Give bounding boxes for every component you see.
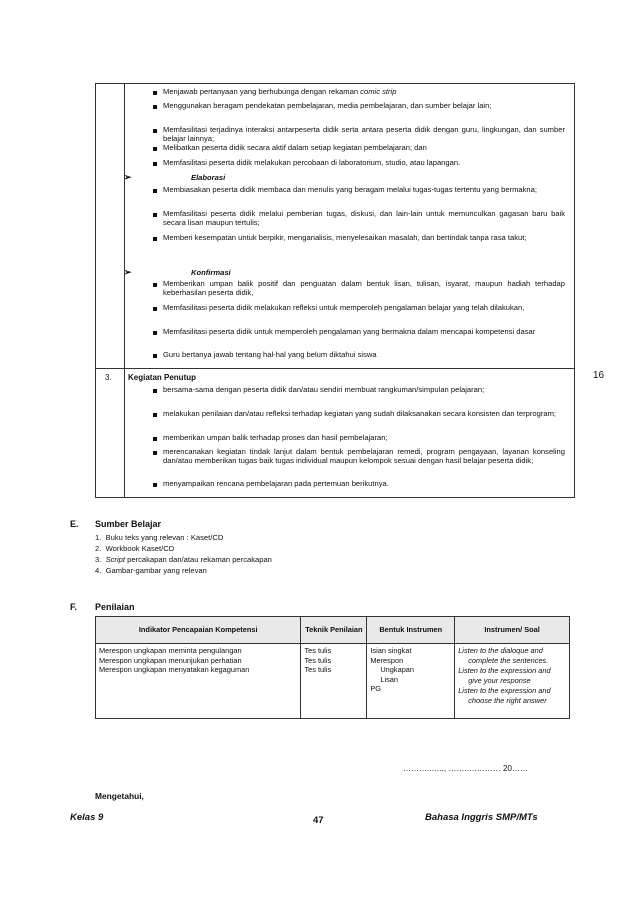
bullet-icon [153,331,157,335]
bullet-icon [153,307,157,311]
date-line: ………..….., …….….……… 20…… [403,764,528,773]
bullet-icon [153,389,157,393]
list-item: Membiasakan peserta didik membaca dan menulis yang beragam melalui tugas-tugas tertentu yang bermakna; [163,185,537,194]
row-number: 3. [105,373,112,382]
indikator-cell [96,644,301,719]
list-item: Melibatkan peserta didik secara aktif dalam setiap kegiatan pembelajaran; dan [163,143,427,152]
cell-line: Listen to the expression and give your response [458,666,551,685]
table-header: Teknik Penilaian [301,617,367,644]
bullet-icon [153,483,157,487]
bullet-icon [153,105,157,109]
list-item: 3. Script percakapan dan/atau rekaman percakapan [95,555,272,564]
section-e-letter: E. [70,519,79,529]
list-item: Memfasilitasi peserta didik melakukan percobaan di laboratorium, studio, atau lapangan. [163,158,461,167]
bullet-icon [153,213,157,217]
list-item: Memberi kesempatan untuk berpikir, menganalisis, menyelesaikan masalah, dan bertindak tanpa rasa takut; [163,233,527,242]
list-item [163,87,563,96]
list-item: menyampaikan rencana pembelajaran pada pertemuan berikutnya. [163,479,389,488]
cell-line: PG [370,684,382,693]
bullet-icon [153,437,157,441]
list-item-text: percakapan dan/atau rekaman percakapan [124,555,272,564]
elaborasi-title: Elaborasi [191,173,226,182]
arrow-bullet-icon: ➢ [124,267,132,277]
section-f-title: Penilaian [95,602,135,612]
bentuk-cell [367,644,455,719]
bullet-icon [153,237,157,241]
bullet-icon [153,283,157,287]
list-item-text: Workbook Kaset/CD [105,544,175,553]
cell-line: Merespon [370,655,404,665]
penutup-title: Kegiatan Penutup [128,373,197,382]
konfirmasi-title: Konfirmasi [191,268,231,277]
footer-subject-label: Bahasa Inggris SMP/MTs [425,812,538,823]
table-row-divider [96,368,574,369]
footer-class-label: Kelas 9 [70,812,104,823]
list-item: Guru bertanya jawab tentang hal-hal yang belum diktahui siswa [163,350,377,359]
footer-page-number: 47 [313,815,324,826]
cell-line: Listen to the expression and choose the right answer [458,686,551,705]
cell-line: Tes tulis [304,646,332,655]
list-item: Menggunakan beragam pendekatan pembelajaran, media pembelajaran, dan sumber belajar lain; [163,101,492,110]
table-header-row [96,617,570,644]
list-item-text: Gambar-gambar yang relevan [105,566,207,575]
sumber-belajar-list [95,532,272,576]
list-item: 2. Workbook Kaset/CD [95,544,175,553]
table-column-divider [124,84,125,497]
list-item-italic: Script [105,555,125,564]
list-item-text: Buku teks yang relevan : Kaset/CD [105,533,224,542]
list-item-text: Menjawab pertanyaan yang berhubunga dengan rekaman [163,87,361,96]
bullet-icon [153,147,157,151]
list-item-italic: comic strip [360,87,397,96]
side-page-number: 16 [593,370,605,381]
activity-table [95,83,575,498]
list-item: merencanakan kegiatan tindak lanjut dalam bentuk pembelajaran remedi, program pengayaan, layanan konseling dan/atau memberikan tugas baik tugas individual maupun kelompok sesuai dengan hasil belajar peserta didik; [163,447,565,466]
list-item: Memfasilitasi peserta didik untuk memperoleh pengalaman yang bermakna dalam mencapai kompetensi dasar [163,327,536,336]
bullet-icon [153,451,157,455]
arrow-bullet-icon: ➢ [124,172,132,182]
penilaian-table [95,616,570,719]
bullet-icon [153,91,157,95]
list-item: melakukan penilaian dan/atau refleksi terhadap kegiatan yang sudah dilaksanakan secara konsisten dan terprogram; [163,409,557,418]
list-item: Memberikan umpan balik positif dan penguatan dalam bentuk lisan, tulisan, isyarat, maupun hadiah terhadap keberhasilan peserta didik, [163,279,565,298]
teknik-cell [301,644,367,719]
cell-line: Merespon ungkapan menyatakan kegaguman [99,665,250,674]
list-item: 1. Buku teks yang relevan : Kaset/CD [95,533,224,542]
list-item: Memfasilitasi peserta didik melalui pemberian tugas, diskusi, dan lain-lain untuk memunculkan gagasan baru baik secara lisan maupun tertulis; [163,209,565,228]
cell-line: Ungkapan [380,665,415,674]
bullet-icon [153,354,157,358]
table-header: Bentuk Instrumen [367,617,455,644]
bullet-icon [153,162,157,166]
cell-line: Tes tulis [304,655,332,665]
section-e-title: Sumber Belajar [95,519,162,529]
bullet-icon [153,413,157,417]
list-item: 4. Gambar-gambar yang relevan [95,566,207,575]
section-f-letter: F. [70,602,78,612]
cell-line: Isian singkat [370,646,412,655]
list-item: Memfasilitasi terjadinya interaksi antarpeserta didik serta antara peserta didik dengan guru, lingkungan, dan sumber belajar lainnya; [163,125,565,144]
table-header: Indikator Pencapaian Kompetensi [96,617,301,644]
bullet-icon [153,189,157,193]
cell-line: Lisan [380,674,398,684]
soal-cell [455,644,570,719]
table-header: Instrumen/ Soal [455,617,570,644]
cell-line: Listen to the dialoque and complete the sentences. [458,646,549,665]
cell-line: Merespon ungkapan menunjukan perhatian [99,655,242,665]
cell-line: Tes tulis [304,665,332,674]
list-item: bersama-sama dengan peserta didik dan/atau sendiri membuat rangkuman/simpulan pelajaran; [163,385,485,394]
list-item: Memfasilitasi peserta didik melakukan refleksi untuk memperoleh pengalaman belajar yang telah dilakukan, [163,303,525,312]
mengetahui-label: Mengetahui, [95,791,144,801]
bullet-icon [153,129,157,133]
list-item: memberikan umpan balik terhadap proses dan hasil pembelajaran; [163,433,388,442]
table-row [96,644,570,719]
cell-line: Merespon ungkapan meminta pengulangan [99,646,242,655]
